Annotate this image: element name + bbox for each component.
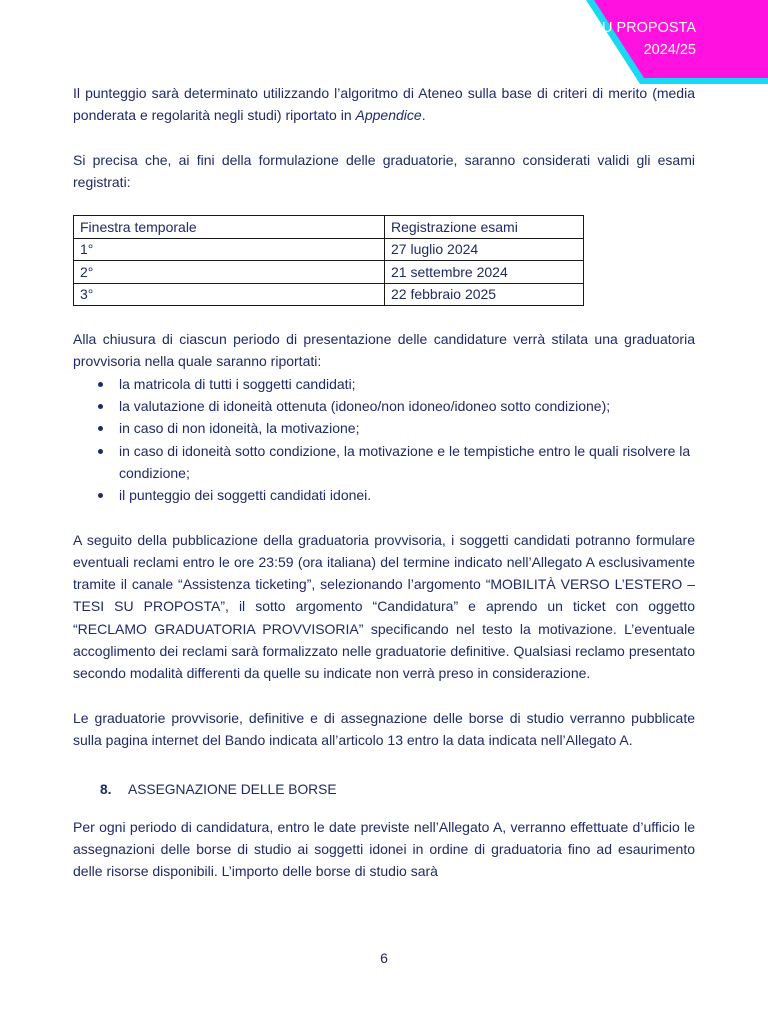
paragraph-ranking: Alla chiusura di ciascun periodo di presentazione delle candidature verrà stilata una graduatoria provvisoria nella quale saranno riportati: bbox=[73, 331, 695, 370]
list-item: in caso di non idoneità, la motivazione; bbox=[119, 417, 695, 439]
ranking-list bbox=[73, 373, 695, 507]
table-cell: 2° bbox=[74, 261, 385, 284]
paragraph-score: Il punteggio sarà determinato utilizzando l’algoritmo di Ateneo sulla base di criteri di merito (media ponderata e regolarità negli studi) riportato in Appendice. bbox=[73, 85, 695, 124]
table-cell: 27 luglio 2024 bbox=[385, 238, 584, 261]
list-item: in caso di idoneità sotto condizione, la motivazione e le tempistiche entro le quali risolvere la condizione; bbox=[119, 440, 695, 485]
list-item: il punteggio dei soggetti candidati idonei. bbox=[119, 484, 695, 506]
table-row bbox=[74, 261, 584, 284]
paragraph-complaints: A seguito della pubblicazione della graduatoria provvisoria, i soggetti candidati potranno formulare eventuali reclami entro le ore 23:59 (ora italiana) del termine indicato nell’Allegato A esclusivamente tramite il canale “Assistenza ticketing”, selezionando l’argomento “MOBILITÀ VERSO L’ESTERO – TESI SU PROPOSTA”, il sotto argomento “Candidatura” e aprendo un ticket con oggetto “RECLAMO GRADUATORIA PROVVISORIA” specificando nel testo la motivazione. L’eventuale accoglimento dei reclami sarà formalizzato nelle graduatorie definitive. Qualsiasi reclamo presentato secondo modalità differenti da quelle su indicate non verrà preso in considerazione. bbox=[73, 531, 695, 682]
header-title bbox=[556, 17, 696, 61]
table-cell: 22 febbraio 2025 bbox=[385, 283, 584, 306]
document-body bbox=[73, 82, 695, 882]
table-header-row bbox=[74, 216, 584, 239]
header-line-2: 2024/25 bbox=[643, 42, 696, 58]
section-title: ASSEGNAZIONE DELLE BORSE bbox=[128, 782, 337, 798]
section-number: 8. bbox=[100, 782, 112, 798]
bullet-icon bbox=[98, 493, 103, 498]
table-header-cell: Finestra temporale bbox=[74, 216, 385, 239]
paragraph-assignment: Per ogni periodo di candidatura, entro le date previste nell’Allegato A, verranno effettuate d’ufficio le assegnazioni delle borse di studio ai soggetti idonei in ordine di graduatoria fino ad esaurimento delle risorse disponibili. L’importo delle borse di studio sarà bbox=[73, 818, 695, 880]
table-row bbox=[74, 238, 584, 261]
exam-windows-table bbox=[73, 215, 584, 306]
table-cell: 21 settembre 2024 bbox=[385, 261, 584, 284]
header-banner bbox=[448, 0, 768, 84]
header-line-1: TESI SU PROPOSTA bbox=[556, 20, 696, 36]
list-item: la valutazione di idoneità ottenuta (idoneo/non idoneo/idoneo sotto condizione); bbox=[119, 395, 695, 417]
bullet-icon bbox=[98, 382, 103, 387]
list-item: la matricola di tutti i soggetti candidati; bbox=[119, 373, 695, 395]
table-row bbox=[74, 283, 584, 306]
page-number: 6 bbox=[380, 950, 388, 966]
section-heading bbox=[73, 779, 695, 801]
table-cell: 3° bbox=[74, 283, 385, 306]
bullet-icon bbox=[98, 426, 103, 431]
paragraph-publication: Le graduatorie provvisorie, definitive e di assegnazione delle borse di studio verranno pubblicate sulla pagina internet del Bando indicata all’articolo 13 entro la data indicata nell’Allegato A. bbox=[73, 709, 695, 748]
table-cell: 1° bbox=[74, 238, 385, 261]
bullet-icon bbox=[98, 449, 103, 454]
table-header-cell: Registrazione esami bbox=[385, 216, 584, 239]
paragraph-exams: Si precisa che, ai fini della formulazione delle graduatorie, saranno considerati validi gli esami registrati: bbox=[73, 151, 695, 190]
appendix-link-text: Appendice bbox=[355, 107, 422, 124]
bullet-icon bbox=[98, 404, 103, 409]
